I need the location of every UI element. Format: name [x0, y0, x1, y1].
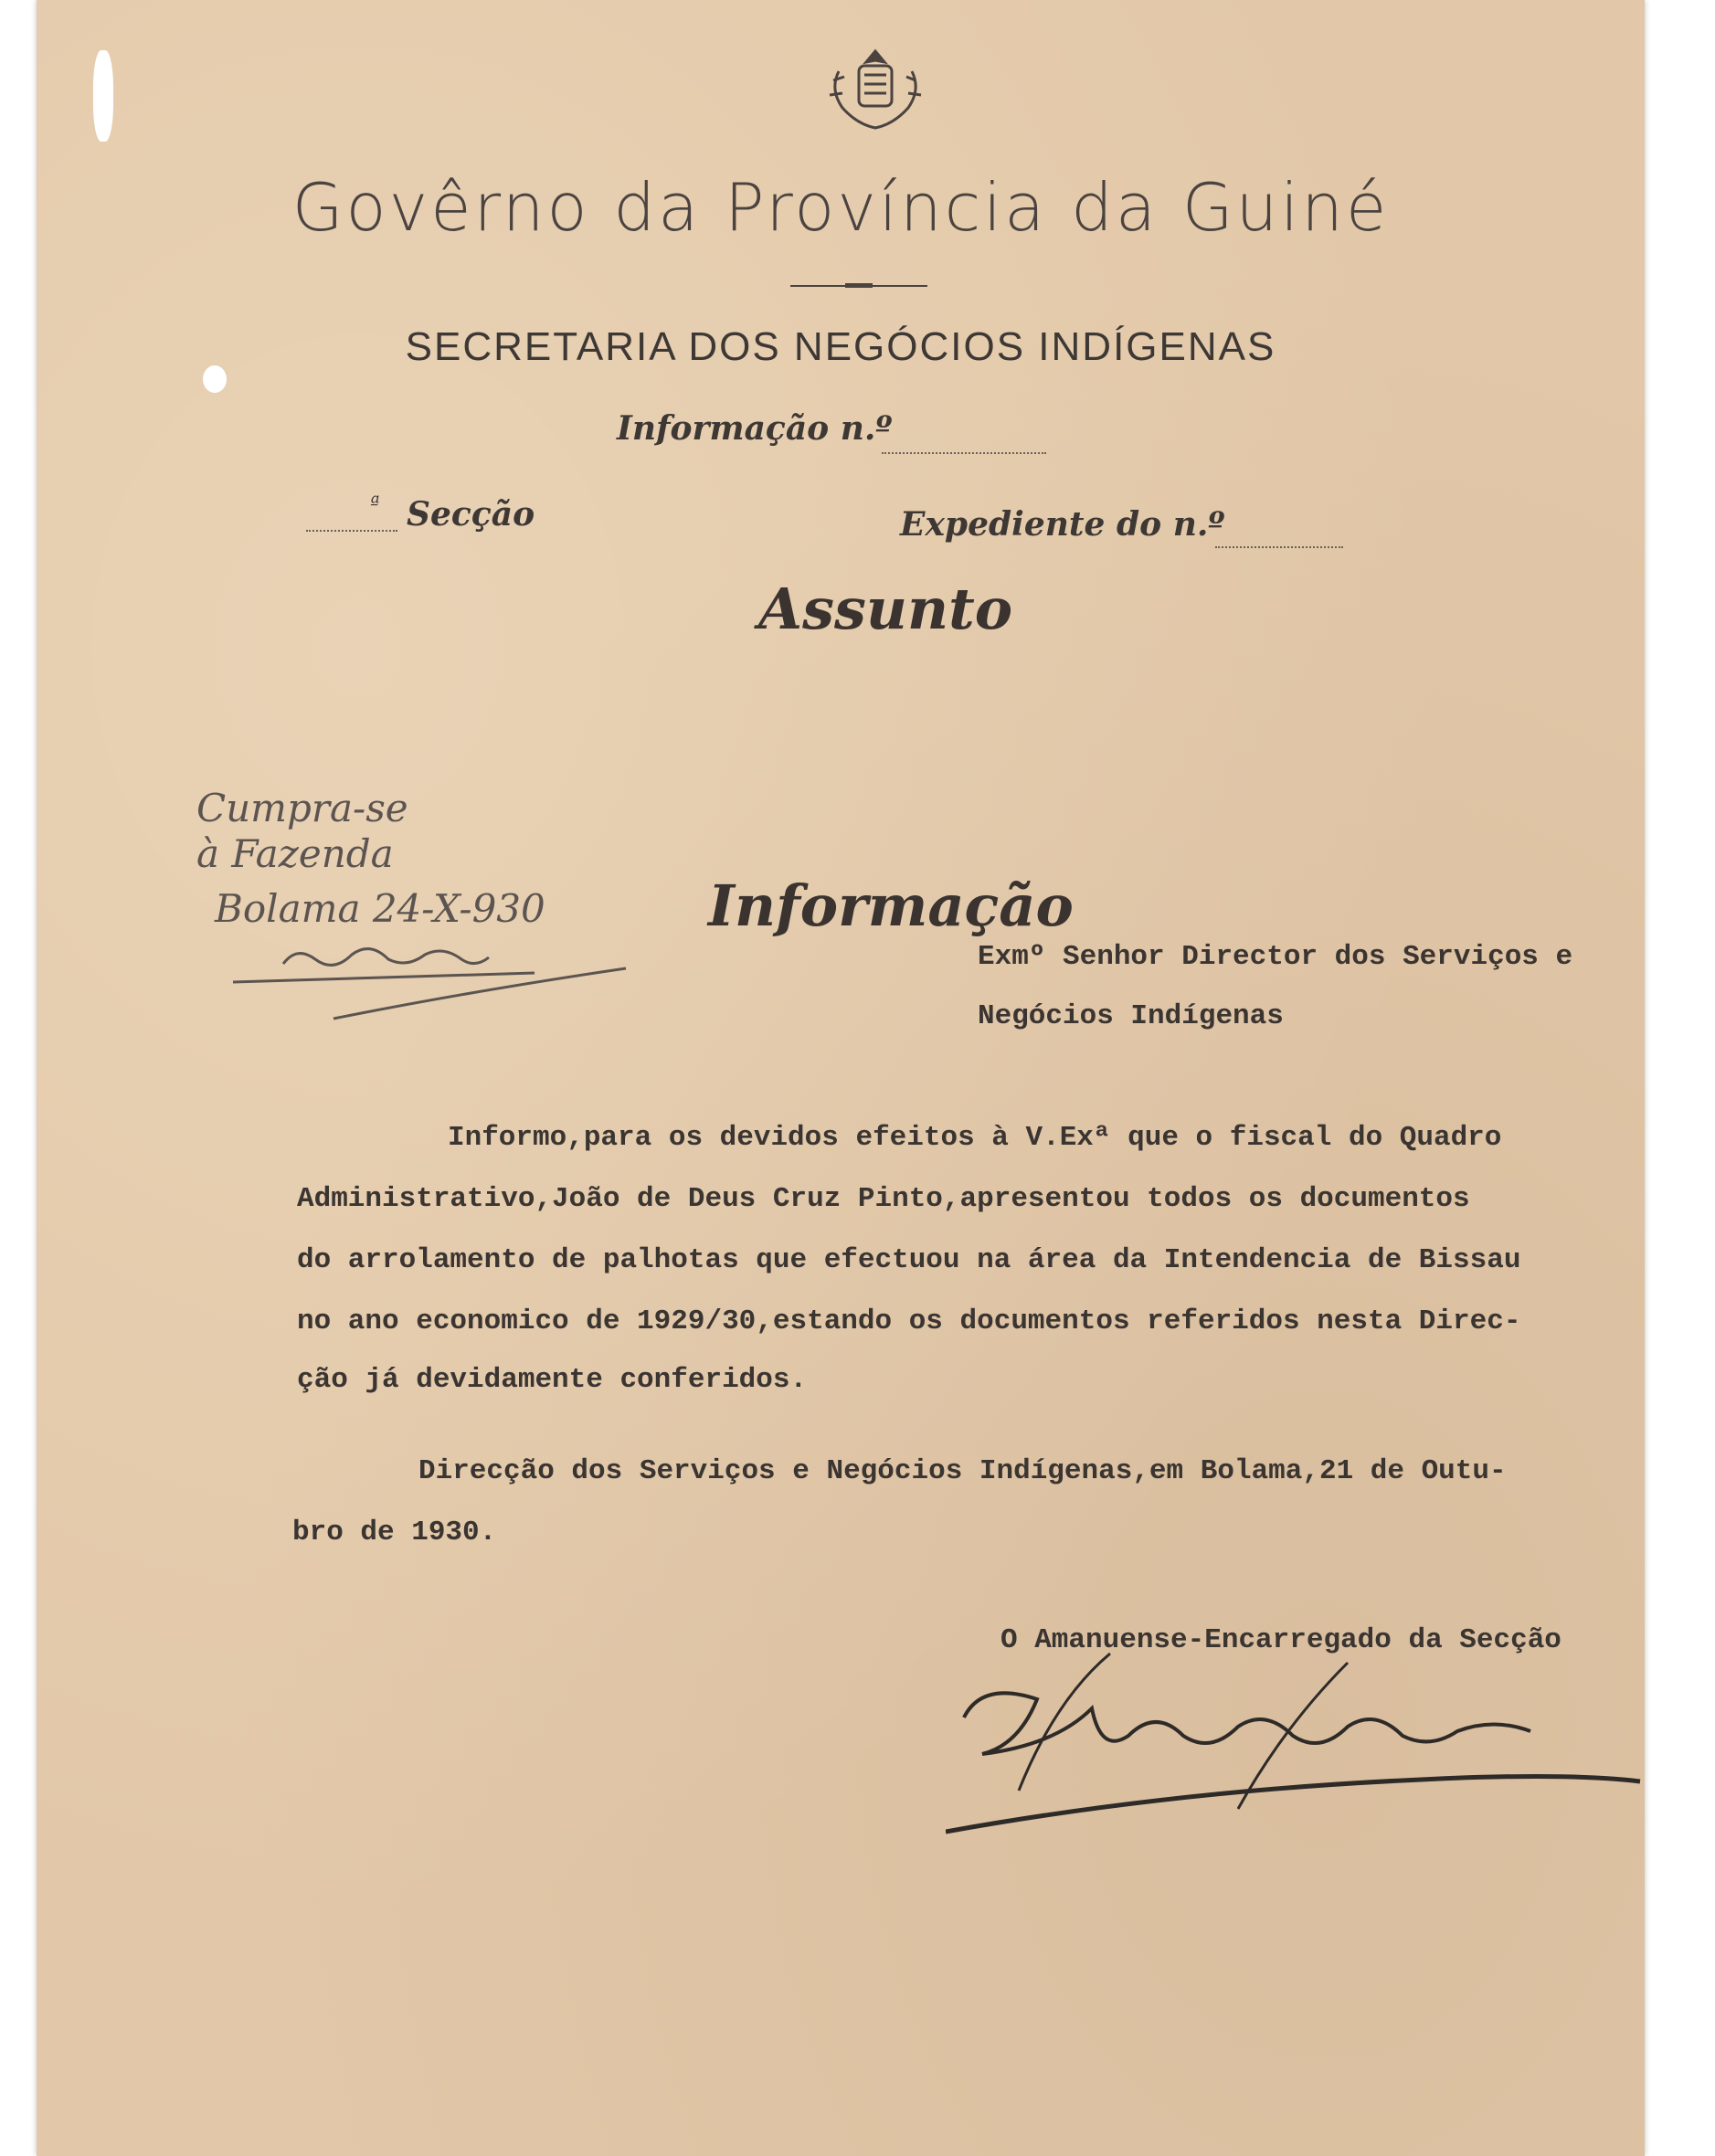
assunto-heading: Assunto	[758, 576, 1013, 642]
seccao-number-field	[306, 530, 397, 532]
salutation-line-1: Exmº Senhor Director dos Serviços e	[978, 941, 1573, 973]
closing-title: O Amanuense-Encarregado da Secção	[1000, 1624, 1561, 1656]
expediente-number-field	[1215, 546, 1343, 548]
informacao-heading: Informação	[708, 872, 1074, 939]
handwritten-signature	[946, 1644, 1649, 1873]
informacao-number-field	[882, 452, 1046, 454]
margin-note-line-2: à Fazenda	[196, 831, 394, 876]
seccao-ordinal: ª	[370, 493, 380, 516]
handwritten-margin-note	[196, 786, 708, 1032]
document-page	[37, 0, 1645, 2156]
paragraph-1-line-1: Informo,para os devidos efeitos à V.Exª que o fiscal do Quadro	[448, 1122, 1502, 1154]
expediente-number-label: Expediente do n.º	[900, 505, 1225, 544]
paragraph-2-line-2: bro de 1930.	[292, 1517, 497, 1548]
title-divider	[790, 285, 927, 287]
paragraph-1-line-3: do arrolamento de palhotas que efectuou na área da Intendencia de Bissau	[297, 1244, 1521, 1276]
government-title: Govêrno da Província da Guiné	[291, 169, 1390, 246]
punch-hole-top	[93, 50, 113, 142]
margin-note-line-1: Cumpra-se	[196, 786, 408, 830]
paragraph-1-line-2: Administrativo,João de Deus Cruz Pinto,apresentou todos os documentos	[297, 1183, 1470, 1215]
margin-note-line-3: Bolama 24-X-930	[215, 886, 545, 931]
paragraph-1-line-4: no ano economico de 1929/30,estando os documentos referidos nesta Direc-	[297, 1305, 1521, 1337]
coat-of-arms-emblem	[820, 44, 930, 135]
informacao-number-label: Informação n.º	[617, 409, 893, 448]
signature-flourish	[946, 1644, 1649, 1873]
margin-note-signature	[196, 786, 708, 1032]
salutation-line-2: Negócios Indígenas	[978, 1000, 1284, 1032]
paragraph-1-line-5: ção já devidamente conferidos.	[297, 1364, 808, 1396]
seccao-label: Secção	[407, 495, 535, 534]
department-title: SECRETARIA DOS NEGÓCIOS INDÍGENAS	[405, 324, 1276, 369]
paragraph-2-line-1: Direcção dos Serviços e Negócios Indígenas,em Bolama,21 de Outu-	[418, 1455, 1507, 1487]
